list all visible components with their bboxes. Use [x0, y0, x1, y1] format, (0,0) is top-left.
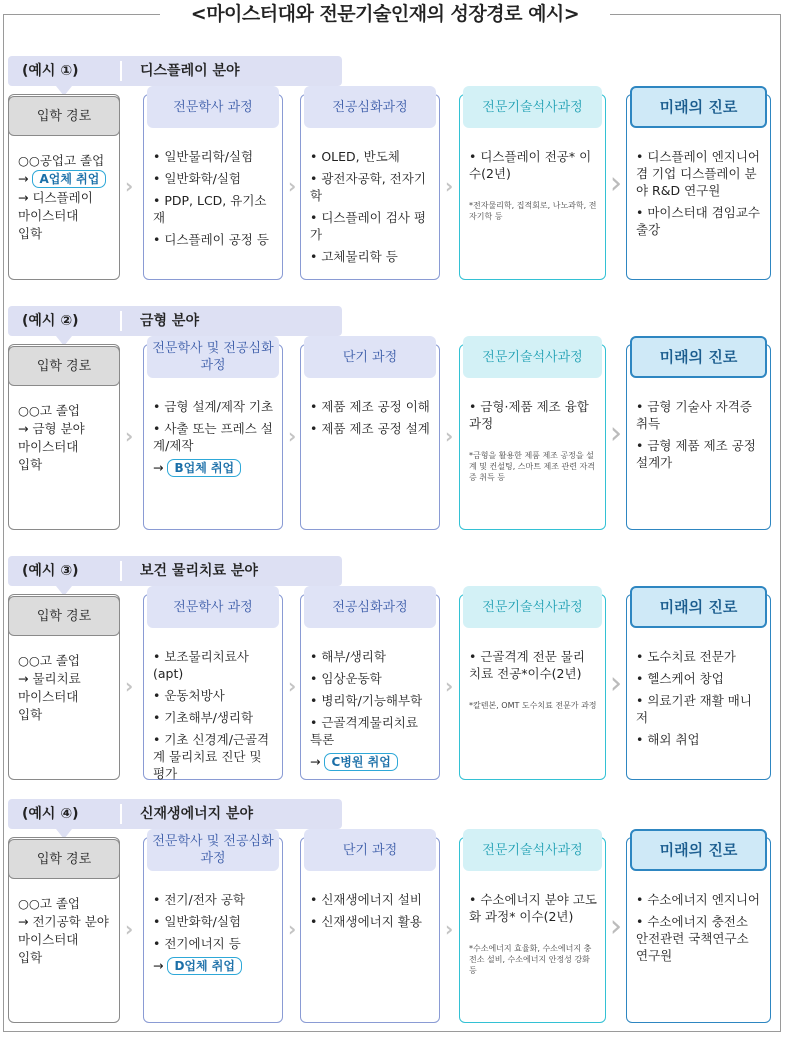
stage-content — [636, 398, 763, 476]
stage-item: • 병리학/기능해부학 — [310, 693, 423, 708]
chevron-right-icon: › — [445, 674, 454, 698]
example-header — [8, 799, 342, 829]
stage-label: 미래의 진로 — [630, 829, 767, 871]
stage-item: • 일반화학/실험 — [153, 171, 242, 186]
stage-item: • OLED, 반도체 — [310, 149, 400, 164]
stage-item: 마이스터대 — [18, 439, 79, 454]
stage-content — [469, 148, 598, 222]
stage-item: • 전기에너지 등 — [153, 936, 241, 951]
stage-label: 입학 경로 — [8, 596, 120, 636]
arrow-icon: → — [153, 958, 168, 973]
example-number: (예시 ③) — [22, 563, 79, 579]
arrow-icon: → — [310, 754, 325, 769]
example-section — [8, 306, 776, 550]
stage-item: • 금형·제품 제조 융합 과정 — [469, 399, 589, 431]
chevron-right-icon: › — [445, 917, 454, 941]
chevron-right-icon: › — [445, 174, 454, 198]
stage-item: • 임상운동학 — [310, 671, 382, 686]
chevron-right-icon: › — [125, 174, 134, 198]
stage-item: • 디스플레이 검사 평가 — [310, 210, 426, 242]
stage-content — [153, 148, 275, 253]
stage-item: ○○공업고 졸업 — [18, 153, 105, 168]
stage-content — [18, 652, 112, 724]
chevron-right-icon: › — [125, 424, 134, 448]
stage-item: ○○고 졸업 — [18, 653, 81, 668]
chevron-right-icon: › — [288, 917, 297, 941]
chevron-right-icon: › — [125, 674, 134, 698]
example-field: 보건 물리치료 분야 — [140, 563, 258, 579]
stage-content — [310, 648, 432, 776]
stage-item: • 근골격계물리치료 특론 — [310, 715, 418, 747]
stage-content — [636, 891, 763, 969]
stage-item: • 의료기관 재활 매니저 — [636, 693, 752, 725]
stage-item: • 수소에너지 엔지니어 — [636, 892, 760, 907]
stage-item: • 제품 제조 공정 이해 — [310, 399, 430, 414]
stage-content — [18, 895, 112, 967]
stage-label: 전공심화과정 — [304, 86, 436, 128]
example-section — [8, 56, 776, 300]
example-number: (예시 ①) — [22, 63, 79, 79]
chevron-right-icon: › — [125, 917, 134, 941]
stage-item: • 해외 취업 — [636, 732, 700, 747]
chevron-right-icon: › — [288, 674, 297, 698]
stage-item: ○○고 졸업 — [18, 896, 81, 911]
stage-item: • 고체물리학 등 — [310, 249, 398, 264]
chevron-right-icon: › — [288, 424, 297, 448]
stage-label: 전문학사 및 전공심화과정 — [147, 829, 279, 871]
stage-item: • 일반화학/실험 — [153, 914, 242, 929]
stage-item: → 금형 분야 — [18, 421, 85, 436]
stage-content — [153, 891, 275, 980]
example-field: 금형 분야 — [140, 313, 199, 329]
stage-label: 전문기술석사과정 — [463, 86, 602, 128]
stage-item: • 광전자공학, 전자기학 — [310, 171, 426, 203]
stage-item: • 해부/생리학 — [310, 649, 386, 664]
employment-badge: A업체 취업 — [32, 170, 106, 188]
stage-content — [153, 398, 275, 482]
stage-item: • 수소에너지 분야 고도화 과정* 이수(2년) — [469, 892, 597, 924]
stage-label: 전문기술석사과정 — [463, 829, 602, 871]
arrow-icon: → — [153, 460, 168, 475]
stage-label: 미래의 진로 — [630, 586, 767, 628]
stage-content — [18, 402, 112, 474]
footnote: *전자물리학, 집적회로, 나노과학, 전자기학 등 — [469, 201, 597, 221]
example-field: 디스플레이 분야 — [140, 63, 240, 79]
employment-badge: C병원 취업 — [324, 753, 397, 771]
stage-content — [469, 398, 598, 483]
stage-item: • 전기/전자 공학 — [153, 892, 245, 907]
stage-label: 입학 경로 — [8, 839, 120, 879]
page-title: <마이스터대와 전문기술인재의 성장경로 예시> — [160, 0, 610, 28]
stage-item: • 금형 기술사 자격증 취득 — [636, 399, 752, 431]
stage-item: 입학 — [18, 950, 43, 965]
example-field: 신재생에너지 분야 — [140, 806, 254, 822]
stage-item: • 제품 제조 공정 설계 — [310, 421, 430, 436]
example-number: (예시 ④) — [22, 806, 79, 822]
stage-item: • 신재생에너지 활용 — [310, 914, 422, 929]
arrow-icon: → — [18, 171, 33, 186]
stage-label: 미래의 진로 — [630, 86, 767, 128]
stage-item: • 디스플레이 엔지니어 겸 기업 디스플레이 분야 R&D 연구원 — [636, 149, 760, 198]
stage-item: → 물리치료 — [18, 671, 81, 686]
stage-item: • 신재생에너지 설비 — [310, 892, 422, 907]
footnote: *금형을 활용한 제품 제조 공정을 설계 및 컨설팅, 스마트 제조 관련 자격증 취득 등 — [469, 451, 595, 482]
stage-content — [636, 648, 763, 753]
header-divider — [120, 561, 122, 581]
stage-item: • 운동처방사 — [153, 688, 225, 703]
footnote: *칼텐본, OMT 도수치료 전문가 과정 — [469, 701, 597, 710]
stage-item: → 전기공학 분야 — [18, 914, 109, 929]
stage-content — [469, 891, 598, 976]
stage-content — [469, 648, 598, 711]
stage-label: 단기 과정 — [304, 336, 436, 378]
stage-item: 입학 — [18, 707, 43, 722]
header-divider — [120, 61, 122, 81]
stage-label: 입학 경로 — [8, 96, 120, 136]
stage-content — [18, 152, 112, 243]
stage-item: • 사출 또는 프레스 설계/제작 — [153, 421, 273, 453]
chevron-right-icon: › — [288, 174, 297, 198]
stage-label: 전문학사 과정 — [147, 586, 279, 628]
stage-content — [310, 148, 432, 270]
stage-item: • 금형 제품 제조 공정 설계가 — [636, 438, 756, 470]
stage-item: • PDP, LCD, 유기소재 — [153, 193, 267, 225]
stage-item: • 디스플레이 공정 등 — [153, 232, 269, 247]
footnote: *수소에너지 효율화, 수소에너지 충전소 설비, 수소에너지 안정성 강화 등 — [469, 944, 592, 975]
stage-item: • 디스플레이 전공* 이수(2년) — [469, 149, 592, 181]
stage-label: 전문기술석사과정 — [463, 586, 602, 628]
employment-badge: D업체 취업 — [167, 957, 242, 975]
employment-badge: B업체 취업 — [167, 459, 241, 477]
stage-item: ○○고 졸업 — [18, 403, 81, 418]
example-header — [8, 56, 342, 86]
example-header — [8, 556, 342, 586]
stage-content — [310, 398, 432, 442]
example-number: (예시 ②) — [22, 313, 79, 329]
header-divider — [120, 311, 122, 331]
stage-item: • 근골격계 전문 물리 치료 전공*이수(2년) — [469, 649, 585, 681]
example-section — [8, 556, 776, 800]
example-section — [8, 799, 776, 1043]
stage-item — [18, 170, 112, 188]
stage-label: 입학 경로 — [8, 346, 120, 386]
stage-item: 입학 — [18, 457, 43, 472]
stage-content — [310, 891, 432, 935]
stage-item — [153, 459, 275, 477]
stage-content — [153, 648, 275, 787]
stage-label: 전문기술석사과정 — [463, 336, 602, 378]
stage-item: • 도수치료 전문가 — [636, 649, 736, 664]
stage-item: • 마이스터대 겸임교수 출강 — [636, 205, 760, 237]
stage-label: 전문학사 및 전공심화과정 — [147, 336, 279, 378]
stage-item: 마이스터대 — [18, 208, 79, 223]
stage-item: • 헬스케어 창업 — [636, 671, 724, 686]
stage-item: 마이스터대 — [18, 932, 79, 947]
example-header — [8, 306, 342, 336]
stage-item: 마이스터대 — [18, 689, 79, 704]
chevron-right-icon: › — [445, 424, 454, 448]
stage-item: • 금형 설계/제작 기초 — [153, 399, 274, 414]
stage-item: • 기초해부/생리학 — [153, 710, 254, 725]
stage-item: • 보조물리치료사(apt) — [153, 649, 249, 681]
stage-label: 전문학사 과정 — [147, 86, 279, 128]
stage-item: • 일반물리학/실험 — [153, 149, 254, 164]
stage-label: 미래의 진로 — [630, 336, 767, 378]
stage-label: 전공심화과정 — [304, 586, 436, 628]
stage-label: 단기 과정 — [304, 829, 436, 871]
stage-content — [636, 148, 763, 243]
stage-item — [310, 753, 432, 771]
stage-item — [153, 957, 275, 975]
stage-item: • 기초 신경계/근골격계 물리치료 진단 및 평가 — [153, 732, 270, 781]
stage-item: • 수소에너지 충전소 안전관련 국책연구소 연구원 — [636, 914, 749, 963]
header-divider — [120, 804, 122, 824]
stage-item: 입학 — [18, 226, 43, 241]
stage-item: → 디스플레이 — [18, 190, 93, 205]
